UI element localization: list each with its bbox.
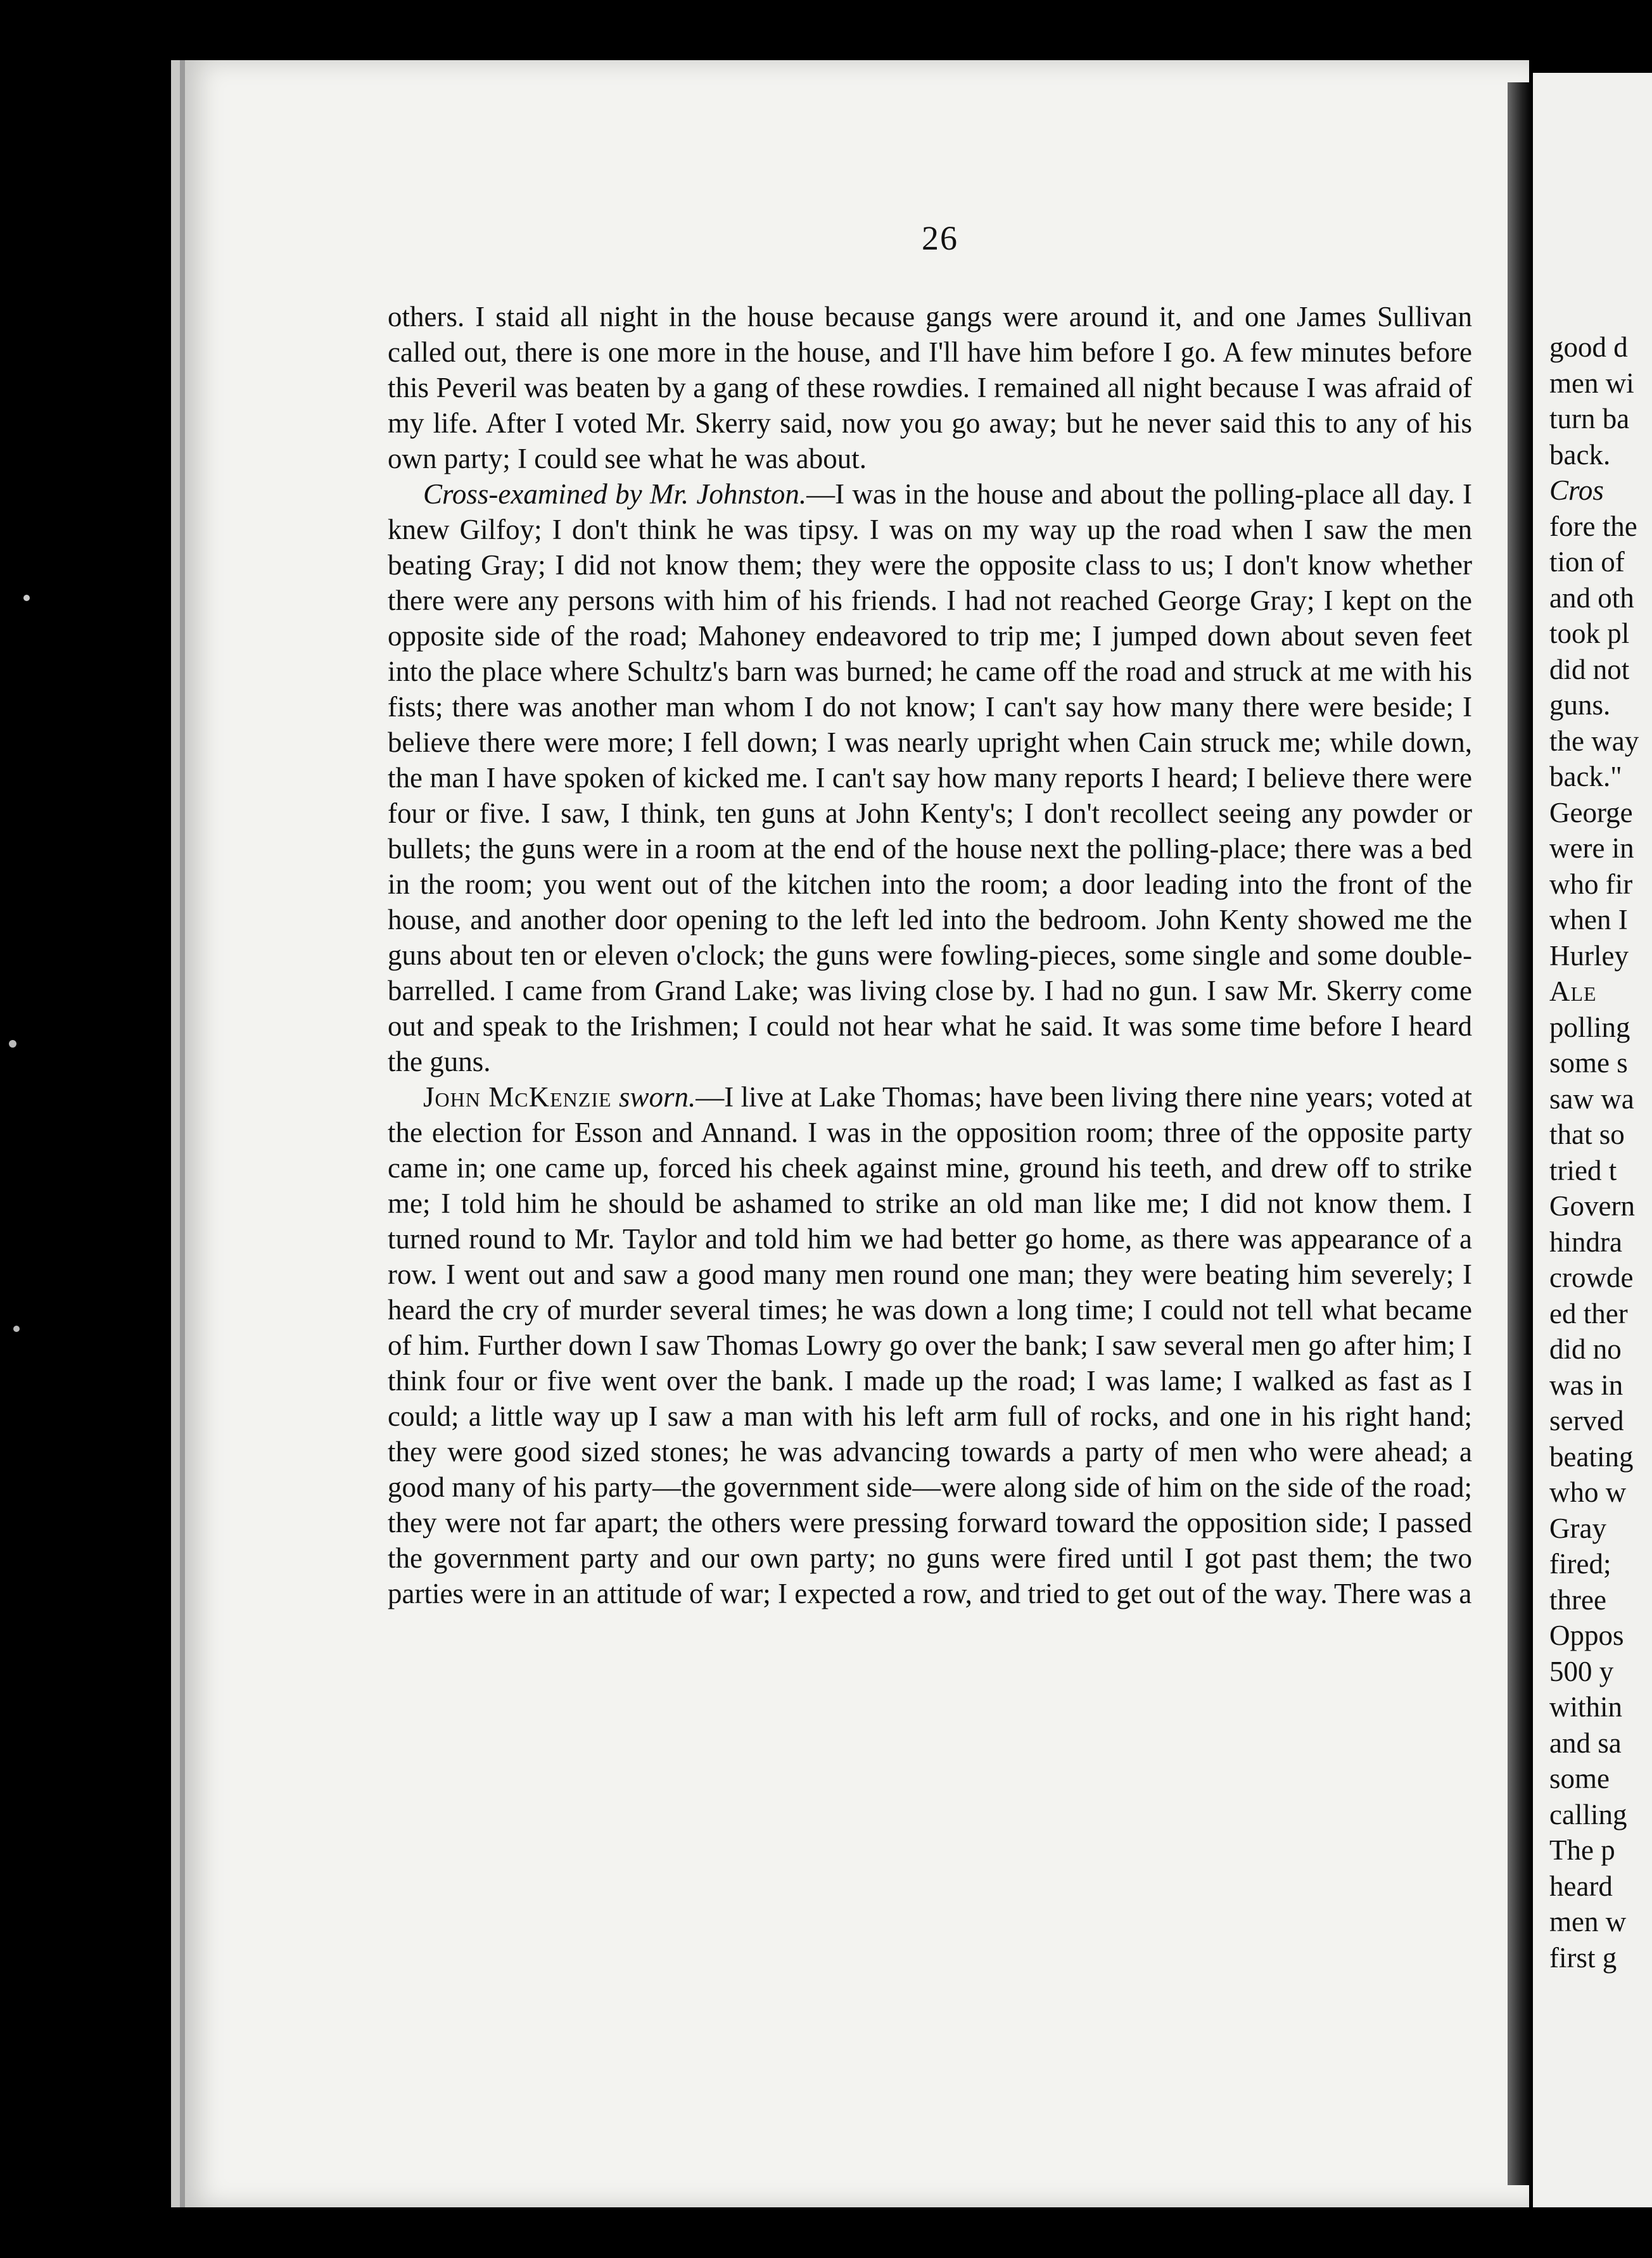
paragraph-body: —I live at Lake Thomas; have been living there nine years; voted at the election for Esson and Annand. I was in the opposition room; three of the opposite party came in; one came up, forced his cheek against mine, ground his teeth, and drew off to strike me; I told him he should be ashamed to strike an old man like me; I did not know them. I turned round to Mr. Taylor and told him we had better go home, as there was appearance of a row. I went out and saw a good many men round one man; they were beating him severely; I heard the cry of murder several times; he was down a long time; I could not tell what became of him. Further down I saw Thomas Lowry go over the bank; I saw several men go after him; I think four or five went over the bank. I made up the road; I was lame; I walked as fast as I could; a little way up I saw a man with his left arm full of rocks, and one in his right hand; they were good sized stones; he was advancing towards a party of men who were ahead; a good many of his party—the government side—were along side of him on the side of the road; they were not far apart; the others were pressing forward toward the opposition side; I passed the government party and our own party; no guns were fired until I got past them; the two parties were in an attitude of war; I expected a row, and tried to get out of the way. There was a <box>388 1081 1473 1609</box>
paragraph-lead-suffix: sworn. <box>611 1081 696 1113</box>
facing-page-line: within <box>1549 1691 1623 1723</box>
facing-page-line: Gray <box>1549 1512 1606 1544</box>
facing-page-line: saw wa <box>1549 1082 1634 1115</box>
facing-page-line: Oppos <box>1549 1620 1624 1651</box>
edge-specks <box>0 0 171 2255</box>
facing-page-line: were in <box>1549 832 1634 864</box>
facing-page-line: turn ba <box>1549 403 1630 434</box>
facing-page-line: was in <box>1549 1369 1623 1401</box>
facing-page-line: tried t <box>1549 1154 1617 1186</box>
facing-page-line: men wi <box>1549 367 1634 399</box>
facing-page-line: three <box>1549 1583 1606 1616</box>
facing-page-line: took pl <box>1549 618 1630 649</box>
facing-page-line: who fir <box>1549 868 1633 900</box>
body-text <box>388 299 1472 1611</box>
facing-page-line: some <box>1549 1763 1610 1794</box>
facing-page-line: when I <box>1549 904 1628 936</box>
facing-page-line: Ale <box>1549 975 1597 1007</box>
facing-page-line: back." <box>1549 761 1622 792</box>
facing-page-line: Cros <box>1549 474 1604 506</box>
paragraph-lead: Cross-examined by Mr. Johnston. <box>423 478 807 510</box>
facing-page-line: and sa <box>1549 1727 1622 1759</box>
facing-page-line: who w <box>1549 1476 1627 1508</box>
facing-page-line: guns. <box>1549 689 1611 721</box>
paragraph-p2 <box>388 476 1472 1079</box>
facing-page-line: men w <box>1549 1906 1627 1938</box>
page-edge-margin <box>0 0 171 2255</box>
book-gutter <box>1508 82 1532 2185</box>
facing-page-line: did not <box>1549 653 1630 685</box>
facing-page-line: did no <box>1549 1333 1622 1365</box>
facing-page-line: hindra <box>1549 1226 1622 1258</box>
facing-page-line: the way <box>1549 725 1639 757</box>
facing-page-line: calling <box>1549 1798 1627 1830</box>
paragraph-p3 <box>388 1079 1472 1611</box>
facing-page-line: served <box>1549 1405 1624 1437</box>
facing-page-line: crowde <box>1549 1262 1634 1293</box>
facing-page-line: some s <box>1549 1047 1628 1079</box>
facing-page-line: that so <box>1549 1119 1625 1150</box>
facing-page-line: and oth <box>1549 581 1634 614</box>
facing-page-line: good d <box>1549 331 1628 363</box>
facing-page-line: fore the <box>1549 510 1637 542</box>
facing-page-line: heard <box>1549 1870 1613 1902</box>
facing-page-line: polling <box>1549 1011 1630 1043</box>
paragraph-body: —I was in the house and about the polling-place all day. I knew Gilfoy; I don't think he was tipsy. I was on my way up the road when I saw the men beating Gray; I did not know them; they were the opposite class to us; I don't know whether there were any persons with him of his friends. I had not reached George Gray; I kept on the opposite side of the road; Mahoney endeavored to trip me; I jumped down about seven feet into the place where Schultz's barn was burned; he came off the road and struck at me with his fists; there was another man whom I do not know; I can't say how many there were beside; I believe there were more; I fell down; I was nearly upright when Cain struck me; while down, the man I have spoken of kicked me. I can't say how many reports I heard; I believe there were four or five. I saw, I think, ten guns at John Kenty's; I don't recollect seeing any powder or bullets; the guns were in a room at the end of the house next the polling-place; there was a bed in the room; you went out of the kitchen into the room; a door leading into the front of the house, and another door opening to the left led into the bedroom. John Kenty showed me the guns about ten or eleven o'clock; the guns were fowling-pieces, some single and some double-barrelled. I came from Grand Lake; was living close by. I had no gun. I saw Mr. Skerry come out and speak to the Irishmen; I could not hear what he said. It was some time before I heard the guns. <box>388 478 1472 1077</box>
facing-page-line: George <box>1549 796 1633 828</box>
facing-page-line: back. <box>1549 438 1611 471</box>
facing-page-line: Govern <box>1549 1190 1635 1222</box>
facing-page-line: 500 y <box>1549 1655 1614 1687</box>
facing-page-line: first g <box>1549 1941 1617 1974</box>
paragraph-p1 <box>388 299 1472 476</box>
paragraph-body: others. I staid all night in the house because gangs were around it, and one James Sullivan called out, there is one more in the house, and I'll have him before I go. A few minutes before this Peveril was beaten by a gang of these rowdies. I remained all night because I was afraid of my life. After I voted Mr. Skerry said, now you go away; but he never said this to any of his own party; I could see what he was about. <box>388 301 1472 474</box>
facing-page-line: ed ther <box>1549 1297 1628 1329</box>
facing-page-line: The p <box>1549 1834 1615 1866</box>
paragraph-lead: John McKenzie <box>423 1081 612 1113</box>
facing-page-line: Hurley <box>1549 939 1629 972</box>
facing-page-line: beating <box>1549 1440 1634 1473</box>
page-number: 26 <box>922 219 958 257</box>
facing-page-text <box>1549 329 1652 1976</box>
facing-page-line: tion of <box>1549 546 1625 578</box>
facing-page-line: fired; <box>1549 1548 1611 1580</box>
